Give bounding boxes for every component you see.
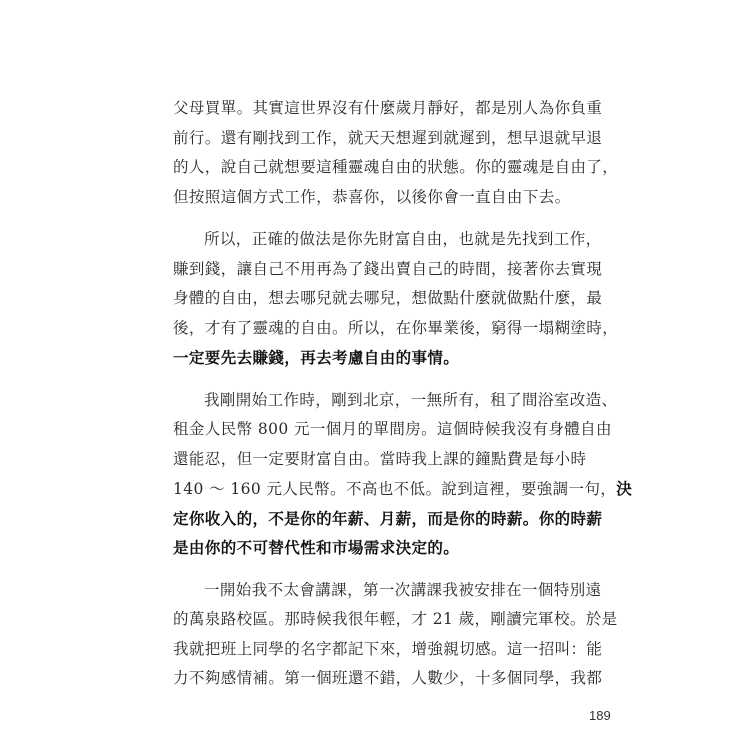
text-line [173,255,603,285]
text-line [173,635,603,665]
text-segment: 賺到錢，讓自己不用再為了錢出賣自己的時間，接著你去實現 [173,259,603,278]
paragraph-gap [173,563,583,576]
text-segment: 我就把班上同學的名字都記下來，增強親切感。這一招叫：能 [173,639,603,658]
text-line [173,576,602,606]
text-line [173,225,602,255]
body-text [173,94,633,694]
emphasized-text: 定你收入的，不是你的年薪、月薪，而是你的時薪。你的時薪 [173,508,603,528]
text-segment: 還能忍，但一定要財富自由。當時我上課的鐘點費是每小時 [173,449,587,468]
text-segment: 的人，說自己就想要這種靈魂自由的狀態。你的靈魂是自由了， [173,158,619,176]
paragraph-gap [173,373,583,386]
paragraph [173,225,619,373]
text-segment: 前行。還有剛找到工作，就天天想遲到就遲到，想早退就早退 [173,128,603,147]
text-segment: 後，才有了靈魂的自由。所以，在你畢業後，窮得一塌糊塗時， [173,318,619,337]
text-line [173,474,633,504]
emphasized-text: 是由你的不可替代性和市場需求決定的。 [173,538,460,557]
text-line [173,153,619,183]
text-line [173,504,603,534]
text-line [173,284,603,314]
text-line [173,94,603,124]
paragraph [173,386,633,563]
text-line [173,124,603,154]
text-line [173,445,587,475]
text-segment: 父母買單。其實這世界沒有什麼歲月靜好，都是別人為你負重 [173,99,603,117]
text-segment: 租金人民幣 800 元一個月的單間房。這個時候我沒有身體自由 [173,420,612,438]
emphasized-text: 一定要先去賺錢，再去考慮自由的事情。 [173,348,460,367]
text-segment: 的萬泉路校區。那時候我很年輕，才 21 歲，剛讀完軍校。於是 [173,610,618,628]
text-line [173,183,583,213]
paragraph [173,576,618,694]
text-segment: 我剛開始工作時，剛到北京，一無所有，租了間浴室改造、 [204,390,618,409]
paragraph [173,94,619,212]
text-segment: 所以，正確的做法是你先財富自由，也就是先找到工作， [204,230,602,248]
text-segment: 140 ～ 160 元人民幣。不高也不低。說到這裡，要強調一句， [173,480,617,498]
emphasized-text: 決 [616,479,633,498]
text-line [173,314,619,344]
text-line [173,415,612,445]
text-line [173,533,583,563]
text-segment: 但按照這個方式工作，恭喜你，以後你會一直自由下去。 [173,187,571,206]
text-line [173,664,603,694]
text-segment: 力不夠感情補。第一個班還不錯，人數少，十多個同學，我都 [173,669,603,687]
text-line [173,343,583,373]
text-segment: 身體的自由，想去哪兒就去哪兒，想做點什麼就做點什麼，最 [173,289,603,307]
paragraph-gap [173,212,583,225]
text-line [173,605,618,635]
text-line [173,386,618,416]
text-segment: 一開始我不太會講課，第一次講課我被安排在一個特別遠 [204,580,602,599]
page-number: 189 [589,708,611,723]
